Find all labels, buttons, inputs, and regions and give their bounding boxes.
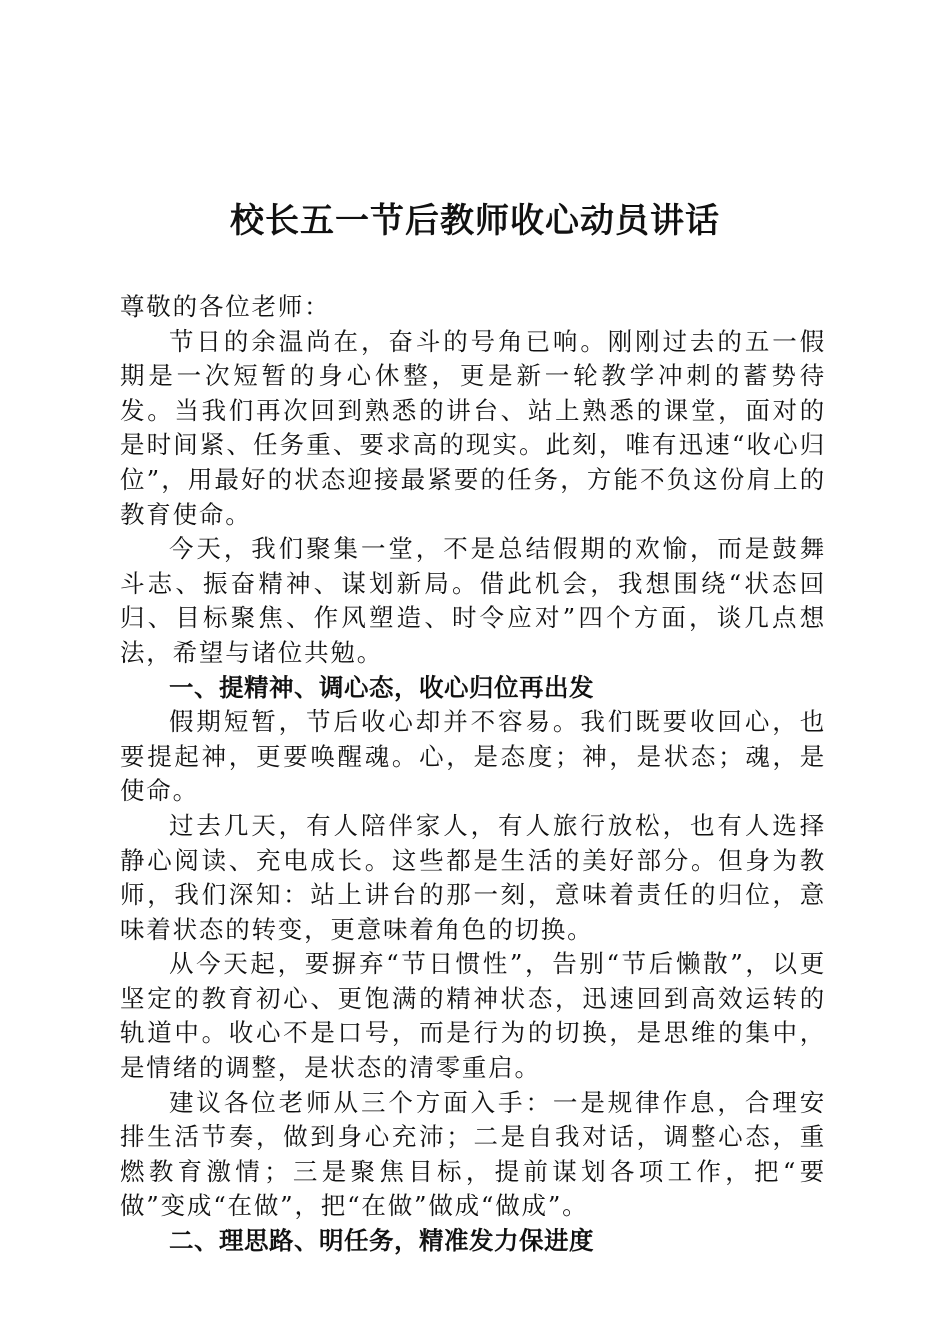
section1-paragraph-3: 从今天起，要摒弃“节日惯性”，告别“节后懒散”，以更坚定的教育初心、更饱满的精神状态，迅速回到高效运转的轨道中。收心不是口号，而是行为的切换，是思维的集中，是情绪的调整，是状态的清零重启。 — [120, 949, 826, 1083]
section-heading-2: 二、理思路、明任务，精准发力保进度 — [169, 1226, 594, 1256]
document-title: 校长五一节后教师收心动员讲话 — [230, 201, 720, 241]
document-body — [120, 290, 826, 1259]
paragraph-intro-2: 今天，我们聚集一堂，不是总结假期的欢愉，而是鼓舞斗志、振奋精神、谋划新局。借此机会，我想围绕“状态回归、目标聚焦、作风塑造、时令应对”四个方面，谈几点想法，希望与诸位共勉。 — [120, 534, 826, 667]
paragraph-intro-1: 节日的余温尚在，奋斗的号角已响。刚刚过去的五一假期是一次短暂的身心休整，更是新一轮教学冲刺的蓄势待发。当我们再次回到熟悉的讲台、站上熟悉的课堂，面对的是时间紧、任务重、要求高的现实。此刻，唯有迅速“收心归位”，用最好的状态迎接最紧要的任务，方能不负这份肩上的教育使命。 — [120, 326, 826, 529]
salutation: 尊敬的各位老师： — [120, 292, 331, 321]
section1-paragraph-2: 过去几天，有人陪伴家人，有人旅行放松，也有人选择静心阅读、充电成长。这些都是生活的美好部分。但身为教师，我们深知：站上讲台的那一刻，意味着责任的归位，意味着状态的转变，更意味着角色的切换。 — [120, 810, 826, 944]
section1-paragraph-1: 假期短暂，节后收心却并不容易。我们既要收回心，也要提起神，更要唤醒魂。心，是态度；神，是状态；魂，是使命。 — [120, 707, 826, 806]
section-heading-1: 一、提精神、调心态，收心归位再出发 — [169, 672, 594, 702]
section1-paragraph-4: 建议各位老师从三个方面入手：一是规律作息，合理安排生活节奏，做到身心充沛；二是自我对话，调整心态，重燃教育激情；三是聚焦目标，提前谋划各项工作，把“要做”变成“在做”，把“在做”做成“做成”。 — [120, 1087, 826, 1221]
